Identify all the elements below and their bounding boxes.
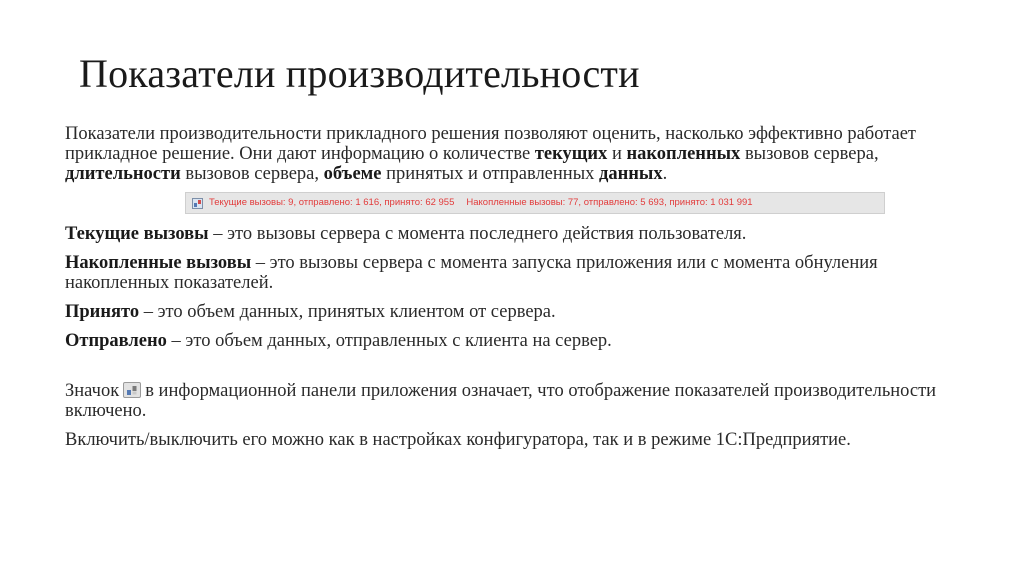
icon-note-paragraph <box>65 381 945 421</box>
definition-term: Накопленные вызовы <box>65 253 252 273</box>
definition-text: – это объем данных, отправленных с клиента на сервер. <box>166 331 612 351</box>
definition-text: – это объем данных, принятых клиентом от сервера. <box>139 302 556 322</box>
intro-text: и <box>607 144 627 164</box>
definition-text: – это вызовы сервера с момента запуска приложения или с момента обнуления накопленных показателей. <box>65 253 878 293</box>
intro-text: . <box>662 164 668 184</box>
intro-text: вызовов сервера, <box>180 164 324 184</box>
definition-term: Отправлено <box>65 331 167 351</box>
intro-bold-volume: объеме <box>323 164 382 184</box>
perf-bar-wrapper <box>185 192 945 214</box>
icon-note-text: Значок <box>65 381 120 401</box>
intro-paragraph <box>65 124 945 184</box>
perf-accumulated-text: Накопленные вызовы: 77, отправлено: 5 693, принято: 1 031 991 <box>466 197 753 208</box>
intro-bold-current: текущих <box>534 144 608 164</box>
intro-text: Показатели производительности прикладного решения позволяют оценить, насколько эффективно работает прикладное решение. Они дают информацию о количестве <box>65 124 917 164</box>
perf-current-text: Текущие вызовы: 9, отправлено: 1 616, принято: 62 955 <box>209 197 455 208</box>
definition-current <box>65 224 945 244</box>
definition-term: Текущие вызовы <box>65 224 209 244</box>
definition-sent <box>65 331 945 351</box>
page-title: Показатели производительности <box>79 51 640 96</box>
definition-accumulated <box>65 253 945 293</box>
performance-indicator-icon[interactable] <box>192 198 203 209</box>
performance-info-bar <box>185 192 885 214</box>
slide-body <box>65 124 945 459</box>
intro-bold-data: данных <box>599 164 663 184</box>
performance-indicator-icon <box>123 382 141 398</box>
intro-text: принятых и отправленных <box>381 164 599 184</box>
definition-text: – это вызовы сервера с момента последнего действия пользователя. <box>208 224 747 244</box>
definition-received <box>65 302 945 322</box>
icon-note-text: в информационной панели приложения означает, что отображение показателей производительности включено. <box>65 381 937 421</box>
toggle-note-paragraph: Включить/выключить его можно как в настройках конфигуратора, так и в режиме 1С:Предприятие. <box>65 430 851 450</box>
intro-text: вызовов сервера, <box>740 144 879 164</box>
intro-bold-accumulated: накопленных <box>626 144 741 164</box>
definition-term: Принято <box>65 302 140 322</box>
intro-bold-duration: длительности <box>65 164 181 184</box>
